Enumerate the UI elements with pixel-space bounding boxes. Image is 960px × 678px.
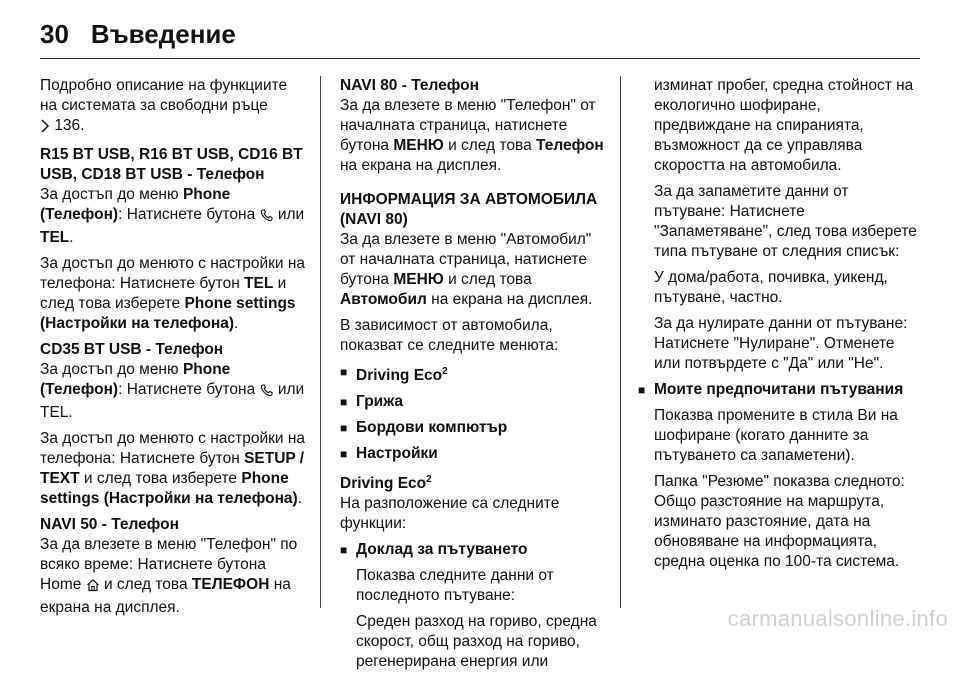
section-vehicle-info: ИНФОРМАЦИЯ ЗА АВТОМОБИЛА (NAVI 80) За да влезете в меню "Автомобил" от началната страница, натиснете бутона МЕНЮ и след това Автомобил на екрана на дисплея. В зависимост от автомобила, показват се следните менюта: ■ Driving Eco$^2$ ■ Грижа ■ Бордови компютър ■ Настройки — [340, 190, 608, 464]
section-navi50: NAVI 50 - Телефон За да влезете в меню "Телефон" по всяко време: Натиснете бутона Home и след това ТЕЛЕФОН на екрана на дисплея. — [40, 515, 308, 618]
header-divider — [40, 58, 920, 59]
bullet-favorite-trips: ■ Моите предпочитани пътувания — [638, 381, 904, 398]
column-divider-1 — [320, 76, 321, 608]
section-heading: Driving Eco — [340, 475, 427, 493]
page-reference: 136. — [54, 117, 85, 134]
section-heading: ИНФОРМАЦИЯ ЗА АВТОМОБИЛА (NAVI 80) — [340, 191, 598, 228]
section-heading: NAVI 80 - Телефон — [340, 77, 479, 94]
page-title: Въведение — [90, 18, 236, 49]
section-driving-eco: Driving Eco$^2$ На разположение са следните функции: ■ Доклад за пътуването Показва следните данни от последното пътуване: Среден разход на гориво, средна скорост, общ разход на гориво, регенерирана енергия или — [340, 470, 608, 672]
menu-item-settings: ■ Настройки — [340, 445, 438, 463]
section-heading: CD35 BT USB - Телефон — [40, 341, 224, 358]
section-cd35: CD35 BT USB - Телефон За достъп до меню Phone (Телефон): Натиснете бутона или TEL. За достъп до менюто с настройки на телефона: Натиснете бутон SETUP / TEXT и след това изберете Phone settings (Настройки на телефона). — [40, 340, 308, 509]
section-navi80-phone: NAVI 80 - Телефон За да влезете в меню "Телефон" от началната страница, натиснете бутона МЕНЮ и след това Телефон на екрана на дисплея. — [340, 76, 608, 176]
page-reference-arrow-icon — [40, 119, 50, 139]
column-3: изминат пробег, средна стойност на екологично шофиране, предвиждане на спиранията, възможност да се управлява скоростта на автомобила. За да запаметите данни от пътуване: Натиснете "Запаметяване", след това изберете типа пътуване от следния списък: У дома/работа, почивка, уикенд, пътуване, частно. За да нулирате данни от пътуване: Натиснете "Нулиране". Отменете или потвърдете с "Да" или "Не". ■ Моите предпочитани пътувания Показва промените в стила Ви на шофиране (когато данните за пътуването са запаметени). Папка "Резюме" показва следното: Общо разстояние на маршрута, изминато разстояние, дата на обновяване на информацията, средна оценка по 100-та система. — [638, 77, 917, 570]
column-2 — [340, 76, 608, 678]
column-1 — [40, 76, 308, 624]
watermark: carmanualsonline.info — [727, 606, 948, 631]
intro-paragraph: Подробно описание на функциите на системата за свободни ръце 136. — [40, 76, 308, 139]
menu-item-trip-computer: ■ Бордови компютър — [340, 419, 508, 437]
bullet-square-icon: ■ — [340, 543, 348, 558]
section-r15-r16-cd16-cd18: R15 BT USB, R16 BT USB, CD16 BT USB, CD18 BT USB - Телефон За достъп до меню Phone (Телефон): Натиснете бутона или TEL. За достъп до менюто с настройки на телефона: Натиснете бутон TEL и след това изберете Phone settings (Настройки на телефона). — [40, 145, 308, 334]
bullet-square-icon: ■ — [340, 395, 348, 410]
home-icon — [86, 578, 100, 598]
section-heading: NAVI 50 - Телефон — [40, 516, 179, 533]
section-heading: R15 BT USB, R16 BT USB, CD16 BT USB, CD18 BT USB - Телефон — [40, 146, 303, 183]
phone-button-icon — [260, 208, 274, 228]
menu-item-driving-eco: ■ Driving Eco$^2$ — [340, 362, 608, 386]
page-header — [40, 14, 236, 54]
bullet-square-icon: ■ — [340, 447, 348, 462]
bullet-square-icon: ■ — [638, 383, 646, 397]
menus-intro: В зависимост от автомобила, показват се следните менюта: — [340, 317, 559, 354]
bullet-square-icon: ■ — [340, 365, 348, 379]
page-number: 30 — [40, 18, 69, 49]
menu-item-care: ■ Грижа — [340, 393, 403, 411]
bullet-square-icon: ■ — [340, 421, 348, 436]
phone-button-icon — [260, 383, 274, 403]
column-divider-2 — [620, 76, 621, 608]
bullet-trip-report: ■ Доклад за пътуването — [340, 541, 528, 559]
